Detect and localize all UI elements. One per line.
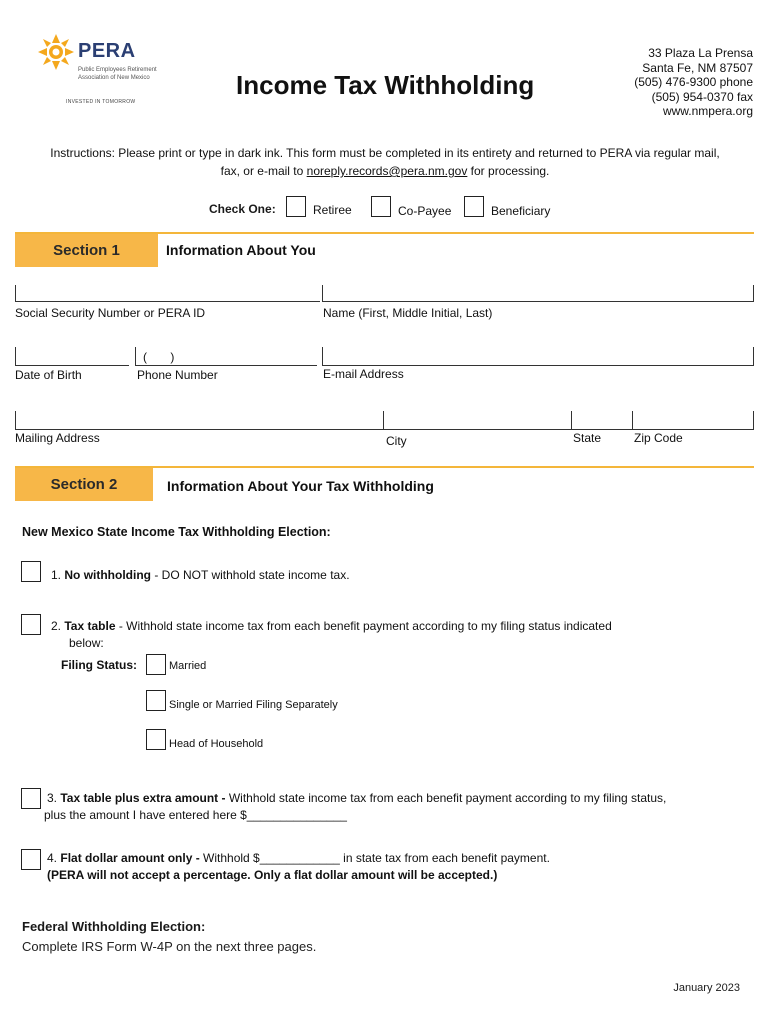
option2-text [51,618,671,635]
address-line2: Santa Fe, NM 87507 [642,60,753,75]
name-field-left-tick [322,285,323,302]
option1-text [51,567,350,584]
filing-status-label: Filing Status: [61,658,137,672]
phone-field-tick [135,347,136,366]
dob-field[interactable] [15,365,129,366]
option2-bold: Tax table [64,619,116,633]
option2-desc-cont: below: [69,636,104,650]
federal-heading: Federal Withholding Election: [22,919,206,934]
name-field[interactable] [322,301,754,302]
option3-bold: Tax table plus extra amount - [60,791,226,805]
zip-field-right-tick [753,411,754,430]
option1-bold: No withholding [64,568,152,582]
married-checkbox[interactable] [146,654,166,675]
option3-number: 3. [47,791,58,805]
phone-label: Phone Number [137,368,218,382]
federal-text: Complete IRS Form W-4P on the next three pages. [22,939,317,954]
email-label: E-mail Address [323,367,404,381]
no-withholding-checkbox[interactable] [21,561,41,582]
instructions-text: Instructions: Please print or type in dark ink. This form must be completed in its entirety and returned to PERA via regular mail, fax, or e-mail to [50,146,720,178]
ssn-field[interactable] [15,301,320,302]
address-fax: (505) 954-0370 fax [651,89,753,104]
section2-tab: Section 2 [15,468,153,501]
logo-name: PERA [78,40,136,62]
city-field-tick [383,411,384,430]
option4-number: 4. [47,851,58,865]
tax-table-extra-checkbox[interactable] [21,788,41,809]
option4-note: (PERA will not accept a percentage. Only a flat dollar amount will be accepted.) [47,868,498,882]
tax-table-checkbox[interactable] [21,614,41,635]
mailing-field-tick [15,411,16,430]
phone-area-code: ( ) [143,350,175,364]
name-field-right-tick [753,285,754,302]
option3-desc: Withhold state income tax from each benefit payment according to my filing status, [225,791,667,805]
email-field-right-tick [753,347,754,366]
address-phone: (505) 476-9300 phone [634,75,753,89]
retiree-label: Retiree [313,203,352,217]
logo-tagline: INVESTED IN TOMORROW [66,99,136,105]
form-title: Income Tax Withholding [236,70,535,100]
address-block [634,46,753,119]
mailing-address-label: Mailing Address [15,431,100,445]
sun-logo-icon [36,32,76,72]
co-payee-checkbox[interactable] [371,196,391,217]
co-payee-label: Co-Payee [398,204,452,218]
address-line1: 33 Plaza La Prensa [648,46,753,60]
head-of-household-label: Head of Household [169,738,264,750]
option2-number: 2. [51,619,62,633]
option1-number: 1. [51,568,62,582]
single-label: Single or Married Filing Separately [169,699,338,711]
name-label: Name (First, Middle Initial, Last) [323,306,493,320]
married-label: Married [169,660,207,672]
phone-field[interactable] [135,365,317,366]
head-of-household-checkbox[interactable] [146,729,166,750]
option2-desc: - Withhold state income tax from each benefit payment according to my filing status indicated [115,619,612,633]
option3-text [47,790,747,807]
instructions-text-end: for processing. [467,164,550,178]
section1-tab: Section 1 [15,234,158,267]
state-field-tick [571,411,572,430]
footer-date: January 2023 [673,982,740,994]
option4-text [47,850,747,867]
nm-withholding-heading: New Mexico State Income Tax Withholding Election: [22,525,331,539]
single-checkbox[interactable] [146,690,166,711]
option3-extra-amount[interactable]: plus the amount I have entered here $_______________ [44,808,347,822]
dob-field-tick [15,347,16,366]
option4-bold: Flat dollar amount only - [60,851,200,865]
option4-desc: Withhold $____________ in state tax from each benefit payment. [199,851,550,865]
state-label: State [573,431,602,445]
section1-heading: Information About You [166,242,316,258]
beneficiary-label: Beneficiary [491,204,551,218]
check-one-label: Check One: [209,202,276,216]
email-field[interactable] [322,365,754,366]
beneficiary-checkbox[interactable] [464,196,484,217]
mailing-address-field[interactable] [15,429,754,430]
flat-dollar-checkbox[interactable] [21,849,41,870]
section2-heading: Information About Your Tax Withholding [167,478,434,494]
ssn-label: Social Security Number or PERA ID [15,306,206,320]
address-web[interactable]: www.nmpera.org [662,104,753,118]
email-field-tick [322,347,323,366]
ssn-field-left-tick [15,285,16,302]
city-label: City [386,434,407,448]
instructions [40,144,730,180]
instructions-email-link[interactable]: noreply.records@pera.nm.gov [306,164,468,178]
option1-desc: - DO NOT withhold state income tax. [151,568,350,582]
pera-logo [36,30,156,110]
zip-label: Zip Code [634,431,683,445]
logo-subtitle: Public Employees Retirement Association of New Mexico [78,67,157,81]
zip-field-tick [632,411,633,430]
retiree-checkbox[interactable] [286,196,306,217]
dob-label: Date of Birth [15,368,82,382]
